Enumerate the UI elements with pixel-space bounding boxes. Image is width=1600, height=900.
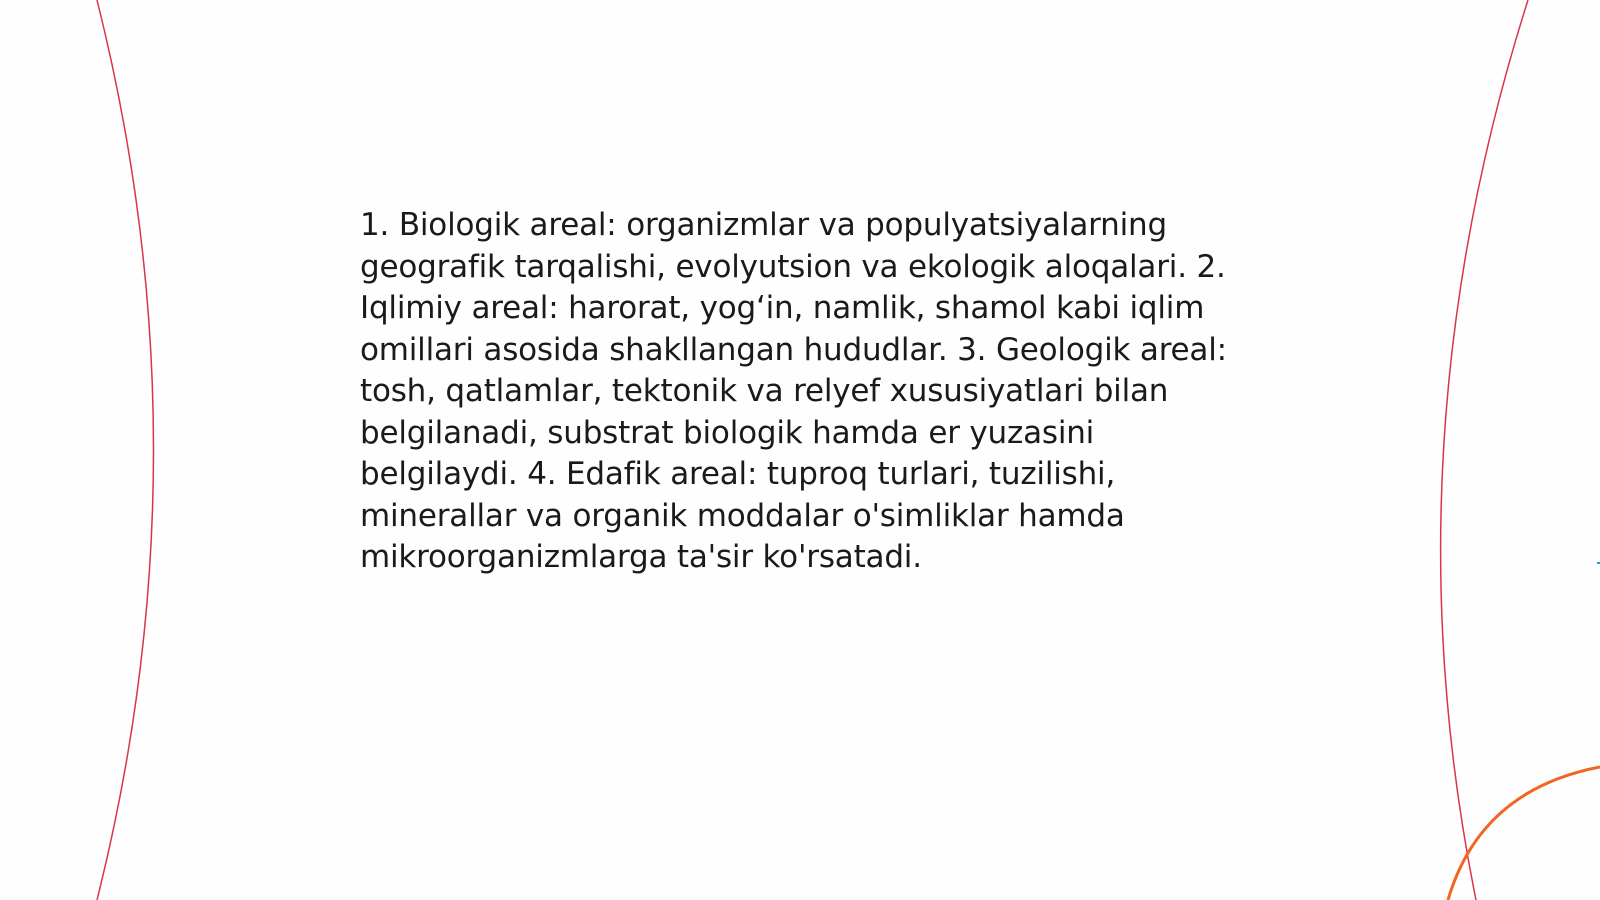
right-curve (1441, 0, 1528, 900)
accent-arc (1448, 767, 1600, 900)
slide-body-text: 1. Biologik areal: organizmlar va populyatsiyalarning geografik tarqalishi, evolyutsion va ekologik aloqalari. 2. Iqlimiy areal: harorat, yog‘in, namlik, shamol kabi iqlim omillari asosida shakllangan hududlar. 3. Geologik areal: tosh, qatlamlar, tektonik va relyef xususiyatlari bilan belgilanadi, substrat biologik hamda er yuzasini belgilaydi. 4. Edafik areal: tuproq turlari, tuzilishi, minerallar va organik moddalar o'simliklar hamda mikroorganizmlarga ta'sir ko'rsatadi. (360, 207, 1227, 575)
left-curve (97, 0, 154, 900)
